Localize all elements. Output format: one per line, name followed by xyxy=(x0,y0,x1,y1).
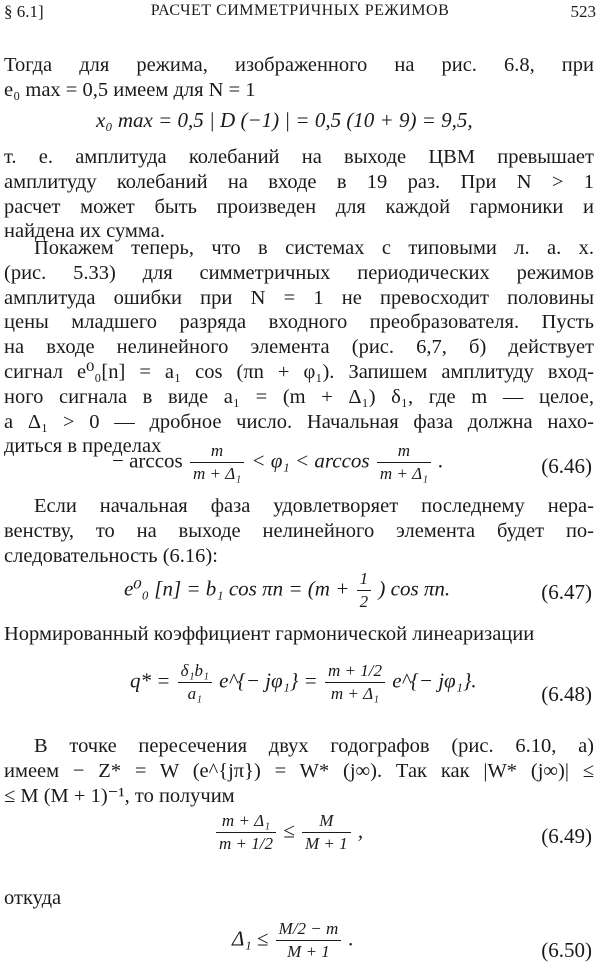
eq-text: ≤ xyxy=(283,818,295,843)
text-line: а Δ₁ > 0 — дробное число. Начальная фаза должна нахо- xyxy=(4,410,594,433)
text-line: откуда xyxy=(4,887,62,909)
equation-number: (6.50) xyxy=(541,938,592,962)
numerator: M xyxy=(302,810,351,833)
text-line: найдена их сумма. xyxy=(4,220,165,243)
equation-6-48 xyxy=(0,654,600,720)
eq-text: < φ₁ < arccos xyxy=(251,448,370,473)
text-line: на входе нелинейного элемента (рис. 6,7, б) действует xyxy=(4,336,594,359)
numerator: m + Δ₁ xyxy=(216,810,276,833)
text-line: имеем − Z* = W (e^{jπ}) = W* (j∞). Так как |W* (j∞)| ≤ xyxy=(4,759,594,782)
paragraph-4 xyxy=(4,494,594,568)
eq-text: e^{− jφ₁} = xyxy=(219,668,318,693)
fraction xyxy=(377,440,431,485)
text-line: Тогда для режима, изображенного на рис. 6.8, при xyxy=(4,54,594,76)
eq-text: e⁰₀ [n] = b₁ cos πn = (m + xyxy=(124,576,350,601)
equation-body xyxy=(232,918,354,963)
equation-body: x₀ max = 0,5 | D (−1) | = 0,5 (10 + 9) = 9,5, xyxy=(96,108,473,132)
text-line: В точке пересечения двух годографов (рис. 6.10, а) xyxy=(34,735,594,757)
eq-text: q* = xyxy=(130,668,171,693)
text-line: Если начальная фаза удовлетворяет последнему нера- xyxy=(34,495,594,517)
text-line: Покажем теперь, что в системах с типовыми л. а. х. xyxy=(34,237,594,259)
text-line: сигнал e⁰₀[n] = a₁ cos (πn + φ₁). Запишем амплитуду вход- xyxy=(4,360,594,383)
numerator: 1 xyxy=(357,568,372,591)
numerator: m xyxy=(377,440,431,463)
text-line: венству, то на выходе нелинейного элемента будет по- xyxy=(4,519,594,542)
paragraph-7 xyxy=(4,886,594,911)
numerator: m + 1/2 xyxy=(325,660,385,683)
fraction xyxy=(276,918,342,963)
page-number: 523 xyxy=(570,2,596,21)
denominator: M + 1 xyxy=(305,834,348,853)
paragraph-6 xyxy=(4,734,594,808)
text-line: амплитуду колебаний на входе в 19 раз. При N > 1 xyxy=(4,170,594,193)
eq-text: . xyxy=(438,448,444,473)
equation-body xyxy=(130,660,477,705)
paragraph-2 xyxy=(4,145,594,244)
text-line: расчет может быть произведен для каждой гармоники и xyxy=(4,195,594,218)
equation-6-49 xyxy=(0,808,600,872)
numerator: M/2 − m xyxy=(276,918,342,941)
equation-6-47 xyxy=(0,568,600,614)
text-line: следовательность (6.16): xyxy=(4,544,218,567)
fraction xyxy=(190,440,244,485)
denominator: m + Δ₁ xyxy=(330,684,380,703)
text-line: Нормированный коэффициент гармонической линеаризации xyxy=(4,623,535,645)
eq-text: Δ₁ ≤ xyxy=(232,926,269,951)
denominator: 2 xyxy=(359,592,369,611)
eq-text: . xyxy=(348,926,354,951)
text-line: диться в пределах xyxy=(4,435,162,458)
eq-text: , xyxy=(357,818,364,843)
equation-body xyxy=(124,568,450,613)
equation-number: (6.48) xyxy=(541,682,592,706)
eq-text: ) cos πn. xyxy=(378,576,451,601)
fraction xyxy=(302,810,351,855)
equation-body xyxy=(112,440,443,485)
section-label: § 6.1] xyxy=(4,2,44,21)
equation-6-50 xyxy=(0,912,600,976)
numerator: m xyxy=(190,440,244,463)
denominator: m + Δ₁ xyxy=(379,464,428,483)
fraction xyxy=(325,660,385,705)
fraction xyxy=(216,810,276,855)
text-line: цены младшего разряда входного преобразователя. Пусть xyxy=(4,311,594,334)
fraction xyxy=(178,660,212,705)
numerator: δ₁b₁ xyxy=(178,660,212,683)
paragraph-5 xyxy=(4,622,594,647)
equation-number: (6.46) xyxy=(541,454,592,478)
equation-body xyxy=(214,810,363,855)
equation-number: (6.47) xyxy=(541,580,592,604)
equation-number: (6.49) xyxy=(541,824,592,848)
running-title: РАСЧЕТ СИММЕТРИЧНЫХ РЕЖИМОВ xyxy=(150,2,450,19)
equation-x0max xyxy=(0,108,600,138)
text-line: т. е. амплитуда колебаний на выходе ЦВМ превышает xyxy=(4,146,594,168)
eq-text: e^{− jφ₁}. xyxy=(392,668,477,693)
denominator: M + 1 xyxy=(287,942,330,961)
text-line: ного сигнала в виде a₁ = (m + Δ₁) δ₁, где m — целое, xyxy=(4,385,594,408)
denominator: m + Δ₁ xyxy=(192,464,242,483)
fraction xyxy=(357,568,372,613)
paragraph-3 xyxy=(4,236,594,459)
eq-text: − arccos xyxy=(112,448,183,473)
denominator: a₁ xyxy=(187,684,202,703)
text-line: ≤ M (M + 1)⁻¹, то получим xyxy=(4,784,235,807)
page-header xyxy=(4,0,596,26)
text-line: амплитуда ошибки при N = 1 не превосходит половины xyxy=(4,286,594,309)
paragraph-1 xyxy=(4,53,594,103)
text-line: e₀ max = 0,5 имеем для N = 1 xyxy=(4,78,256,101)
equation-6-46 xyxy=(0,440,600,490)
denominator: m + 1/2 xyxy=(219,834,273,853)
text-line: (рис. 5.33) для симметричных периодических режимов xyxy=(4,261,594,284)
